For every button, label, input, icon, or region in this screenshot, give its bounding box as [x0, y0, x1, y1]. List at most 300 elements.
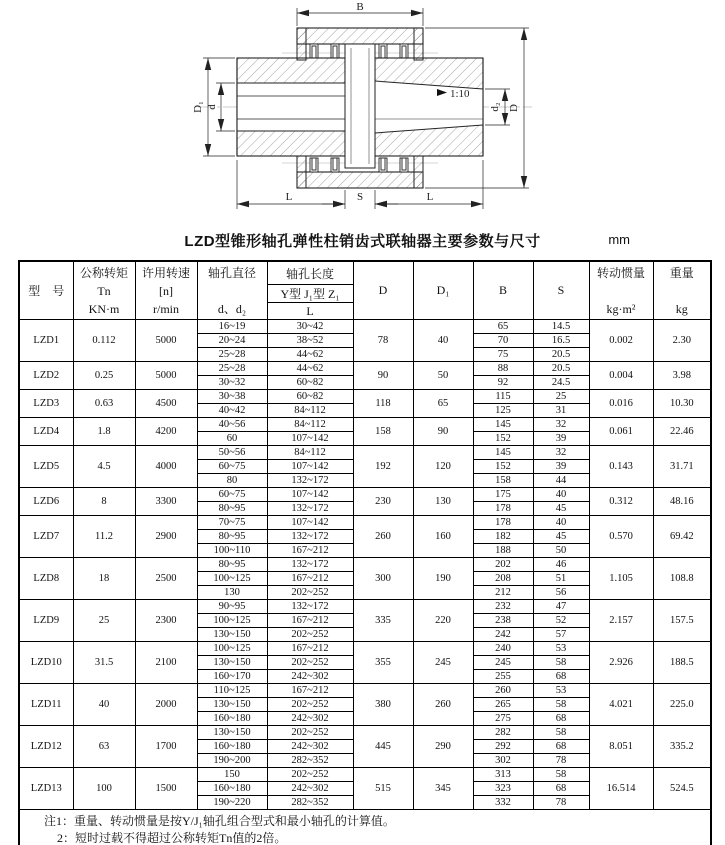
cell-D: 90	[353, 362, 413, 390]
cell-B: 152	[473, 460, 533, 474]
left-hub	[237, 58, 345, 156]
dim-L-right-label: L	[426, 191, 434, 203]
cell-bore-diameter: 160~180	[197, 782, 267, 796]
cell-bore-diameter: 30~38	[197, 390, 267, 404]
cell-model: LZD12	[19, 726, 73, 768]
header-inertia-title: 转动惯量	[596, 265, 645, 280]
cell-B: 282	[473, 726, 533, 740]
cell-D1: 190	[413, 558, 473, 600]
cell-B: 125	[473, 404, 533, 418]
cell-bore-diameter: 80~95	[197, 502, 267, 516]
cell-inertia: 1.105	[589, 558, 653, 600]
header-speed-unit: r/min	[153, 301, 179, 316]
cell-S: 57	[533, 628, 589, 642]
cell-D1: 345	[413, 768, 473, 810]
cell-S: 25	[533, 390, 589, 404]
cell-bore-diameter: 100~125	[197, 642, 267, 656]
title-row	[0, 230, 725, 254]
top-sleeve-left-cap	[297, 28, 306, 60]
cell-S: 40	[533, 516, 589, 530]
cell-B: 275	[473, 712, 533, 726]
cell-bore-length: 202~252	[267, 586, 353, 600]
cell-inertia: 0.312	[589, 488, 653, 516]
cell-model: LZD2	[19, 362, 73, 390]
cell-bore-diameter: 100~125	[197, 614, 267, 628]
cell-B: 202	[473, 558, 533, 572]
table-row	[19, 390, 711, 404]
cell-S: 46	[533, 558, 589, 572]
table-row	[19, 768, 711, 782]
coupling-technical-drawing	[0, 0, 725, 228]
cell-bore-length: 242~302	[267, 740, 353, 754]
cell-speed: 4200	[135, 418, 197, 446]
cell-S: 51	[533, 572, 589, 586]
cell-torque: 18	[73, 558, 135, 600]
cell-weight: 3.98	[653, 362, 711, 390]
header-speed-title: 许用转速	[141, 265, 190, 280]
cell-S: 16.5	[533, 334, 589, 348]
header-inertia-unit: kg·m²	[606, 301, 636, 316]
header-inertia	[589, 261, 653, 320]
cell-model: LZD11	[19, 684, 73, 726]
cell-D: 158	[353, 418, 413, 446]
header-D: D	[353, 261, 413, 320]
cell-S: 68	[533, 670, 589, 684]
cell-model: LZD10	[19, 642, 73, 684]
cell-weight: 31.71	[653, 446, 711, 488]
cell-bore-diameter: 130~150	[197, 726, 267, 740]
cell-B: 178	[473, 516, 533, 530]
cell-model: LZD1	[19, 320, 73, 362]
bottom-sleeve-right-cap	[414, 156, 423, 188]
cell-B: 240	[473, 642, 533, 656]
cell-S: 56	[533, 586, 589, 600]
cell-B: 75	[473, 348, 533, 362]
notes-cell	[19, 810, 711, 845]
cell-S: 78	[533, 796, 589, 810]
cell-bore-diameter: 130	[197, 586, 267, 600]
cell-S: 45	[533, 530, 589, 544]
cell-D: 515	[353, 768, 413, 810]
cell-bore-diameter: 30~32	[197, 376, 267, 390]
cell-torque: 0.63	[73, 390, 135, 418]
cell-speed: 2100	[135, 642, 197, 684]
cell-bore-diameter: 60	[197, 432, 267, 446]
cell-S: 39	[533, 432, 589, 446]
header-weight-unit: kg	[675, 301, 688, 316]
header-torque-unit: KN·m	[88, 301, 120, 316]
cell-bore-length: 84~112	[267, 418, 353, 432]
cell-bore-length: 107~142	[267, 460, 353, 474]
cell-bore-length: 242~302	[267, 782, 353, 796]
cell-speed: 4000	[135, 446, 197, 488]
table-row	[19, 488, 711, 502]
cell-bore-length: 202~252	[267, 768, 353, 782]
header-weight-title: 重量	[669, 265, 694, 280]
cell-D1: 290	[413, 726, 473, 768]
header-bore-title: 轴孔直径	[207, 265, 256, 280]
cell-weight: 335.2	[653, 726, 711, 768]
cell-B: 158	[473, 474, 533, 488]
cell-inertia: 2.926	[589, 642, 653, 684]
cell-B: 145	[473, 446, 533, 460]
cell-S: 44	[533, 474, 589, 488]
cell-torque: 11.2	[73, 516, 135, 558]
cell-bore-length: 84~112	[267, 446, 353, 460]
cell-bore-length: 132~172	[267, 600, 353, 614]
cell-B: 332	[473, 796, 533, 810]
table-header	[19, 261, 711, 320]
table-row	[19, 600, 711, 614]
top-sleeve-right-cap	[414, 28, 423, 60]
cell-B: 92	[473, 376, 533, 390]
cell-torque: 100	[73, 768, 135, 810]
cell-model: LZD8	[19, 558, 73, 600]
cell-weight: 188.5	[653, 642, 711, 684]
cell-D1: 220	[413, 600, 473, 642]
cell-D1: 160	[413, 516, 473, 558]
cell-bore-length: 60~82	[267, 376, 353, 390]
cell-bore-diameter: 190~220	[197, 796, 267, 810]
cell-torque: 63	[73, 726, 135, 768]
cell-bore-diameter: 160~180	[197, 740, 267, 754]
cell-bore-diameter: 80~95	[197, 558, 267, 572]
cell-bore-diameter: 70~75	[197, 516, 267, 530]
cell-S: 52	[533, 614, 589, 628]
cell-weight: 108.8	[653, 558, 711, 600]
cell-B: 323	[473, 782, 533, 796]
taper-ratio-label: 1:10	[450, 88, 470, 100]
cell-bore-diameter: 190~200	[197, 754, 267, 768]
cell-S: 20.5	[533, 362, 589, 376]
cell-bore-length: 132~172	[267, 530, 353, 544]
table-row	[19, 446, 711, 460]
cell-S: 58	[533, 698, 589, 712]
cell-B: 65	[473, 320, 533, 334]
cell-B: 260	[473, 684, 533, 698]
cell-bore-length: 242~302	[267, 712, 353, 726]
cell-bore-diameter: 25~28	[197, 362, 267, 376]
cell-D1: 120	[413, 446, 473, 488]
header-length-L: L	[267, 303, 353, 320]
cell-bore-length: 167~212	[267, 544, 353, 558]
table-row	[19, 642, 711, 656]
cell-S: 68	[533, 712, 589, 726]
cell-S: 20.5	[533, 348, 589, 362]
cell-B: 292	[473, 740, 533, 754]
top-sleeve-band	[297, 28, 423, 44]
cell-B: 245	[473, 656, 533, 670]
note-2: 2：短时过载不得超过公称转矩Tn值的2倍。	[57, 831, 287, 845]
cell-B: 178	[473, 502, 533, 516]
cell-bore-length: 132~172	[267, 474, 353, 488]
header-torque-symbol: Tn	[97, 283, 111, 298]
cell-bore-diameter: 130~150	[197, 656, 267, 670]
cell-torque: 8	[73, 488, 135, 516]
cell-S: 53	[533, 684, 589, 698]
cell-bore-diameter: 90~95	[197, 600, 267, 614]
cell-D: 260	[353, 516, 413, 558]
cell-bore-diameter: 25~28	[197, 348, 267, 362]
cell-B: 212	[473, 586, 533, 600]
cell-bore-length: 38~52	[267, 334, 353, 348]
cell-D: 192	[353, 446, 413, 488]
cell-inertia: 4.021	[589, 684, 653, 726]
header-weight	[653, 261, 711, 320]
cell-bore-diameter: 20~24	[197, 334, 267, 348]
cell-B: 188	[473, 544, 533, 558]
cell-D1: 40	[413, 320, 473, 362]
cell-bore-length: 132~172	[267, 558, 353, 572]
cell-bore-length: 202~252	[267, 656, 353, 670]
cell-speed: 5000	[135, 362, 197, 390]
parameters-table	[18, 260, 712, 845]
cell-speed: 4500	[135, 390, 197, 418]
cell-speed: 1700	[135, 726, 197, 768]
cell-weight: 48.16	[653, 488, 711, 516]
cell-S: 78	[533, 754, 589, 768]
cell-torque: 31.5	[73, 642, 135, 684]
cell-D: 380	[353, 684, 413, 726]
cell-D1: 90	[413, 418, 473, 446]
cell-B: 175	[473, 488, 533, 502]
cell-D: 355	[353, 642, 413, 684]
cell-speed: 2300	[135, 600, 197, 642]
header-S: S	[533, 261, 589, 320]
cell-B: 182	[473, 530, 533, 544]
parameters-table-body	[19, 320, 711, 810]
cell-model: LZD4	[19, 418, 73, 446]
cell-torque: 25	[73, 600, 135, 642]
cell-speed: 2900	[135, 516, 197, 558]
cell-B: 70	[473, 334, 533, 348]
header-model: 型 号	[19, 261, 73, 320]
cell-D1: 245	[413, 642, 473, 684]
cell-weight: 157.5	[653, 600, 711, 642]
cell-B: 265	[473, 698, 533, 712]
cell-bore-diameter: 130~150	[197, 628, 267, 642]
cell-bore-length: 167~212	[267, 614, 353, 628]
cell-bore-diameter: 60~75	[197, 488, 267, 502]
cell-model: LZD9	[19, 600, 73, 642]
cell-model: LZD5	[19, 446, 73, 488]
cell-speed: 2000	[135, 684, 197, 726]
cell-torque: 1.8	[73, 418, 135, 446]
cell-weight: 69.42	[653, 516, 711, 558]
cell-speed: 2500	[135, 558, 197, 600]
cell-S: 58	[533, 656, 589, 670]
cell-D1: 130	[413, 488, 473, 516]
cell-bore-length: 44~62	[267, 362, 353, 376]
header-bore-symbol: d、d₂	[217, 301, 247, 316]
cell-model: LZD13	[19, 768, 73, 810]
cell-D: 230	[353, 488, 413, 516]
cell-B: 242	[473, 628, 533, 642]
cell-B: 255	[473, 670, 533, 684]
cell-S: 58	[533, 768, 589, 782]
cell-torque: 4.5	[73, 446, 135, 488]
cell-bore-diameter: 16~19	[197, 320, 267, 334]
cell-bore-length: 107~142	[267, 488, 353, 502]
cell-D: 118	[353, 390, 413, 418]
dim-D1-label: D₁	[192, 101, 204, 113]
dim-S-label: S	[356, 191, 364, 203]
cell-D: 335	[353, 600, 413, 642]
table-row	[19, 516, 711, 530]
cell-S: 45	[533, 502, 589, 516]
bottom-sleeve-left-cap	[297, 156, 306, 188]
cell-bore-length: 84~112	[267, 404, 353, 418]
dim-d2-label: d₂	[489, 102, 501, 112]
cell-D: 300	[353, 558, 413, 600]
cell-speed: 3300	[135, 488, 197, 516]
header-speed	[135, 261, 197, 320]
cell-bore-length: 60~82	[267, 390, 353, 404]
cell-model: LZD6	[19, 488, 73, 516]
cell-B: 238	[473, 614, 533, 628]
cell-torque: 0.112	[73, 320, 135, 362]
table-row	[19, 320, 711, 334]
cell-bore-diameter: 80~95	[197, 530, 267, 544]
cell-S: 31	[533, 404, 589, 418]
cell-weight: 22.46	[653, 418, 711, 446]
cell-S: 32	[533, 446, 589, 460]
header-B: B	[473, 261, 533, 320]
cell-bore-length: 107~142	[267, 432, 353, 446]
cell-bore-length: 167~212	[267, 684, 353, 698]
cell-B: 313	[473, 768, 533, 782]
cell-S: 47	[533, 600, 589, 614]
dim-L-left-label: L	[285, 191, 293, 203]
cell-S: 40	[533, 488, 589, 502]
cell-inertia: 0.016	[589, 390, 653, 418]
bottom-sleeve-band	[297, 172, 423, 188]
cell-D1: 260	[413, 684, 473, 726]
cell-bore-diameter: 50~56	[197, 446, 267, 460]
cell-B: 208	[473, 572, 533, 586]
cell-D1: 65	[413, 390, 473, 418]
table-row	[19, 362, 711, 376]
table-notes	[19, 810, 711, 845]
cell-bore-length: 282~352	[267, 754, 353, 768]
cell-S: 58	[533, 726, 589, 740]
header-length-types: Y型 J₁型 Z₁	[267, 285, 353, 303]
table-row	[19, 684, 711, 698]
cell-bore-length: 202~252	[267, 698, 353, 712]
cell-bore-length: 202~252	[267, 628, 353, 642]
cell-bore-length: 202~252	[267, 726, 353, 740]
cell-inertia: 0.004	[589, 362, 653, 390]
notes-row	[19, 810, 711, 845]
unit-label: mm	[608, 232, 630, 247]
cell-inertia: 0.002	[589, 320, 653, 362]
cell-inertia: 0.061	[589, 418, 653, 446]
cell-B: 152	[473, 432, 533, 446]
cell-bore-diameter: 150	[197, 768, 267, 782]
header-D1: D₁	[413, 261, 473, 320]
cell-bore-diameter: 40~56	[197, 418, 267, 432]
cell-inertia: 0.143	[589, 446, 653, 488]
cell-S: 14.5	[533, 320, 589, 334]
cell-torque: 0.25	[73, 362, 135, 390]
cell-B: 115	[473, 390, 533, 404]
cell-inertia: 0.570	[589, 516, 653, 558]
cell-speed: 1500	[135, 768, 197, 810]
table-row	[19, 418, 711, 432]
cell-B: 232	[473, 600, 533, 614]
cell-bore-diameter: 160~170	[197, 670, 267, 684]
cell-bore-length: 44~62	[267, 348, 353, 362]
cell-B: 88	[473, 362, 533, 376]
cell-bore-diameter: 80	[197, 474, 267, 488]
center-spacer	[345, 44, 375, 168]
cell-D: 78	[353, 320, 413, 362]
table-row	[19, 726, 711, 740]
cell-bore-diameter: 60~75	[197, 460, 267, 474]
cell-bore-diameter: 110~125	[197, 684, 267, 698]
cell-inertia: 8.051	[589, 726, 653, 768]
coupling-drawing-svg	[0, 0, 725, 228]
cell-S: 53	[533, 642, 589, 656]
cell-S: 68	[533, 782, 589, 796]
header-torque	[73, 261, 135, 320]
header-bore-length: 轴孔长度	[267, 261, 353, 285]
cell-model: LZD7	[19, 516, 73, 558]
cell-torque: 40	[73, 684, 135, 726]
cell-bore-length: 167~212	[267, 642, 353, 656]
cell-B: 145	[473, 418, 533, 432]
table-row	[19, 558, 711, 572]
cell-bore-diameter: 40~42	[197, 404, 267, 418]
dim-D-label: D	[508, 104, 520, 112]
header-torque-title: 公称转矩	[79, 265, 128, 280]
note-1: 注1：重量、转动惯量是按Y/J₁轴孔组合型式和最小轴孔的计算值。	[44, 814, 395, 828]
cell-bore-diameter: 100~110	[197, 544, 267, 558]
cell-bore-diameter: 160~180	[197, 712, 267, 726]
cell-speed: 5000	[135, 320, 197, 362]
dim-B-label: B	[356, 1, 364, 13]
cell-D1: 50	[413, 362, 473, 390]
right-hub	[375, 58, 483, 156]
cell-S: 39	[533, 460, 589, 474]
header-bore-diameter	[197, 261, 267, 320]
cell-bore-length: 132~172	[267, 502, 353, 516]
cell-D: 445	[353, 726, 413, 768]
cell-bore-diameter: 130~150	[197, 698, 267, 712]
cell-bore-diameter: 100~125	[197, 572, 267, 586]
cell-bore-length: 107~142	[267, 516, 353, 530]
cell-weight: 10.30	[653, 390, 711, 418]
cell-bore-length: 30~42	[267, 320, 353, 334]
cell-weight: 524.5	[653, 768, 711, 810]
cell-model: LZD3	[19, 390, 73, 418]
dim-d-label: d	[206, 104, 218, 110]
page-title: LZD型锥形轴孔弹性柱销齿式联轴器主要参数与尺寸	[184, 233, 541, 250]
cell-bore-length: 167~212	[267, 572, 353, 586]
cell-weight: 2.30	[653, 320, 711, 362]
cell-B: 302	[473, 754, 533, 768]
header-speed-symbol: [n]	[159, 283, 173, 298]
cell-inertia: 2.157	[589, 600, 653, 642]
cell-weight: 225.0	[653, 684, 711, 726]
cell-S: 32	[533, 418, 589, 432]
cell-bore-length: 242~302	[267, 670, 353, 684]
cell-S: 24.5	[533, 376, 589, 390]
cell-S: 68	[533, 740, 589, 754]
cell-S: 50	[533, 544, 589, 558]
cell-inertia: 16.514	[589, 768, 653, 810]
cell-bore-length: 282~352	[267, 796, 353, 810]
